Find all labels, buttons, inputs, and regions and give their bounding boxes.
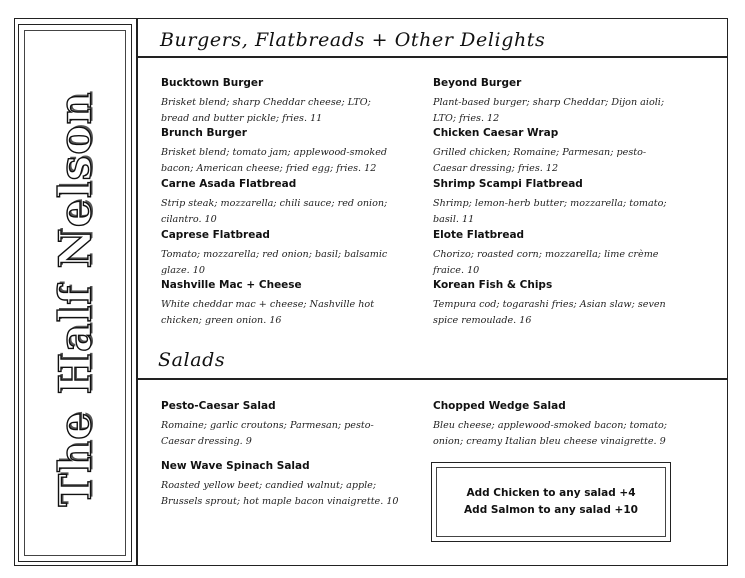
vertical-divider [136, 18, 138, 566]
item-name: Caprese Flatbread [161, 229, 270, 241]
item-name: Carne Asada Flatbread [161, 178, 297, 190]
item-description: Brisket blend; tomato jam; applewood-smoked bacon; American cheese; fried egg; fries. 12 [161, 147, 388, 174]
salads-section-title: Salads [158, 349, 226, 371]
restaurant-name: The Half Nelson [50, 91, 102, 507]
item-name: Elote Flatbread [433, 229, 525, 241]
salad-addons-inner-border [436, 467, 666, 537]
menu-item [161, 76, 401, 127]
item-description: Brisket blend; sharp Cheddar cheese; LTO; bread and butter pickle; fries. 11 [161, 97, 371, 124]
menu-item [161, 126, 401, 177]
item-description: Shrimp; lemon-herb butter; mozzarella; tomato; basil. 11 [433, 198, 667, 225]
item-name: Pesto-Caesar Salad [161, 400, 276, 412]
item-description: Chorizo; roasted corn; mozzarella; lime crème fraice. 10 [433, 249, 659, 276]
item-name: Bucktown Burger [161, 77, 264, 89]
addon-chicken: Add Chicken to any salad +4 [466, 487, 636, 499]
item-description: Plant-based burger; sharp Cheddar; Dijon aioli; LTO; fries. 12 [433, 97, 665, 124]
menu-item [161, 278, 401, 329]
header-divider [136, 56, 728, 58]
item-description: Romaine; garlic croutons; Parmesan; pesto-Caesar dressing. 9 [161, 420, 374, 447]
menu-item [161, 399, 401, 450]
item-name: Shrimp Scampi Flatbread [433, 178, 583, 190]
menu-item [433, 126, 673, 177]
item-name: Beyond Burger [433, 77, 522, 89]
item-description: Roasted yellow beet; candied walnut; apple; Brussels sprout; hot maple bacon vinaigrette. 10 [161, 480, 399, 507]
item-name: New Wave Spinach Salad [161, 460, 310, 472]
menu-item [161, 459, 411, 510]
addon-salmon: Add Salmon to any salad +10 [464, 504, 638, 516]
burgers-section-title: Burgers, Flatbreads + Other Delights [160, 29, 546, 51]
item-description: Grilled chicken; Romaine; Parmesan; pesto-Caesar dressing; fries. 12 [433, 147, 647, 174]
salads-divider [136, 378, 728, 380]
item-name: Nashville Mac + Cheese [161, 279, 302, 291]
menu-item [433, 399, 683, 450]
item-description: Bleu cheese; applewood-smoked bacon; tomato; onion; creamy Italian bleu cheese vinaigrette. 9 [433, 420, 667, 447]
item-description: Strip steak; mozzarella; chili sauce; red onion; cilantro. 10 [161, 198, 388, 225]
item-description: Tempura cod; togarashi fries; Asian slaw; seven spice remoulade. 16 [433, 299, 666, 326]
menu-item [433, 278, 673, 329]
item-description: Tomato; mozzarella; red onion; basil; balsamic glaze. 10 [161, 249, 388, 276]
salad-addons-box [431, 462, 671, 542]
menu-item [433, 228, 673, 279]
item-description: White cheddar mac + cheese; Nashville hot chicken; green onion. 16 [161, 299, 375, 326]
item-name: Brunch Burger [161, 127, 247, 139]
menu-item [161, 177, 401, 228]
menu-item [433, 76, 673, 127]
title-panel [18, 24, 132, 562]
menu-item [433, 177, 673, 228]
item-name: Chopped Wedge Salad [433, 400, 566, 412]
item-name: Korean Fish & Chips [433, 279, 553, 291]
menu-item [161, 228, 401, 279]
item-name: Chicken Caesar Wrap [433, 127, 559, 139]
